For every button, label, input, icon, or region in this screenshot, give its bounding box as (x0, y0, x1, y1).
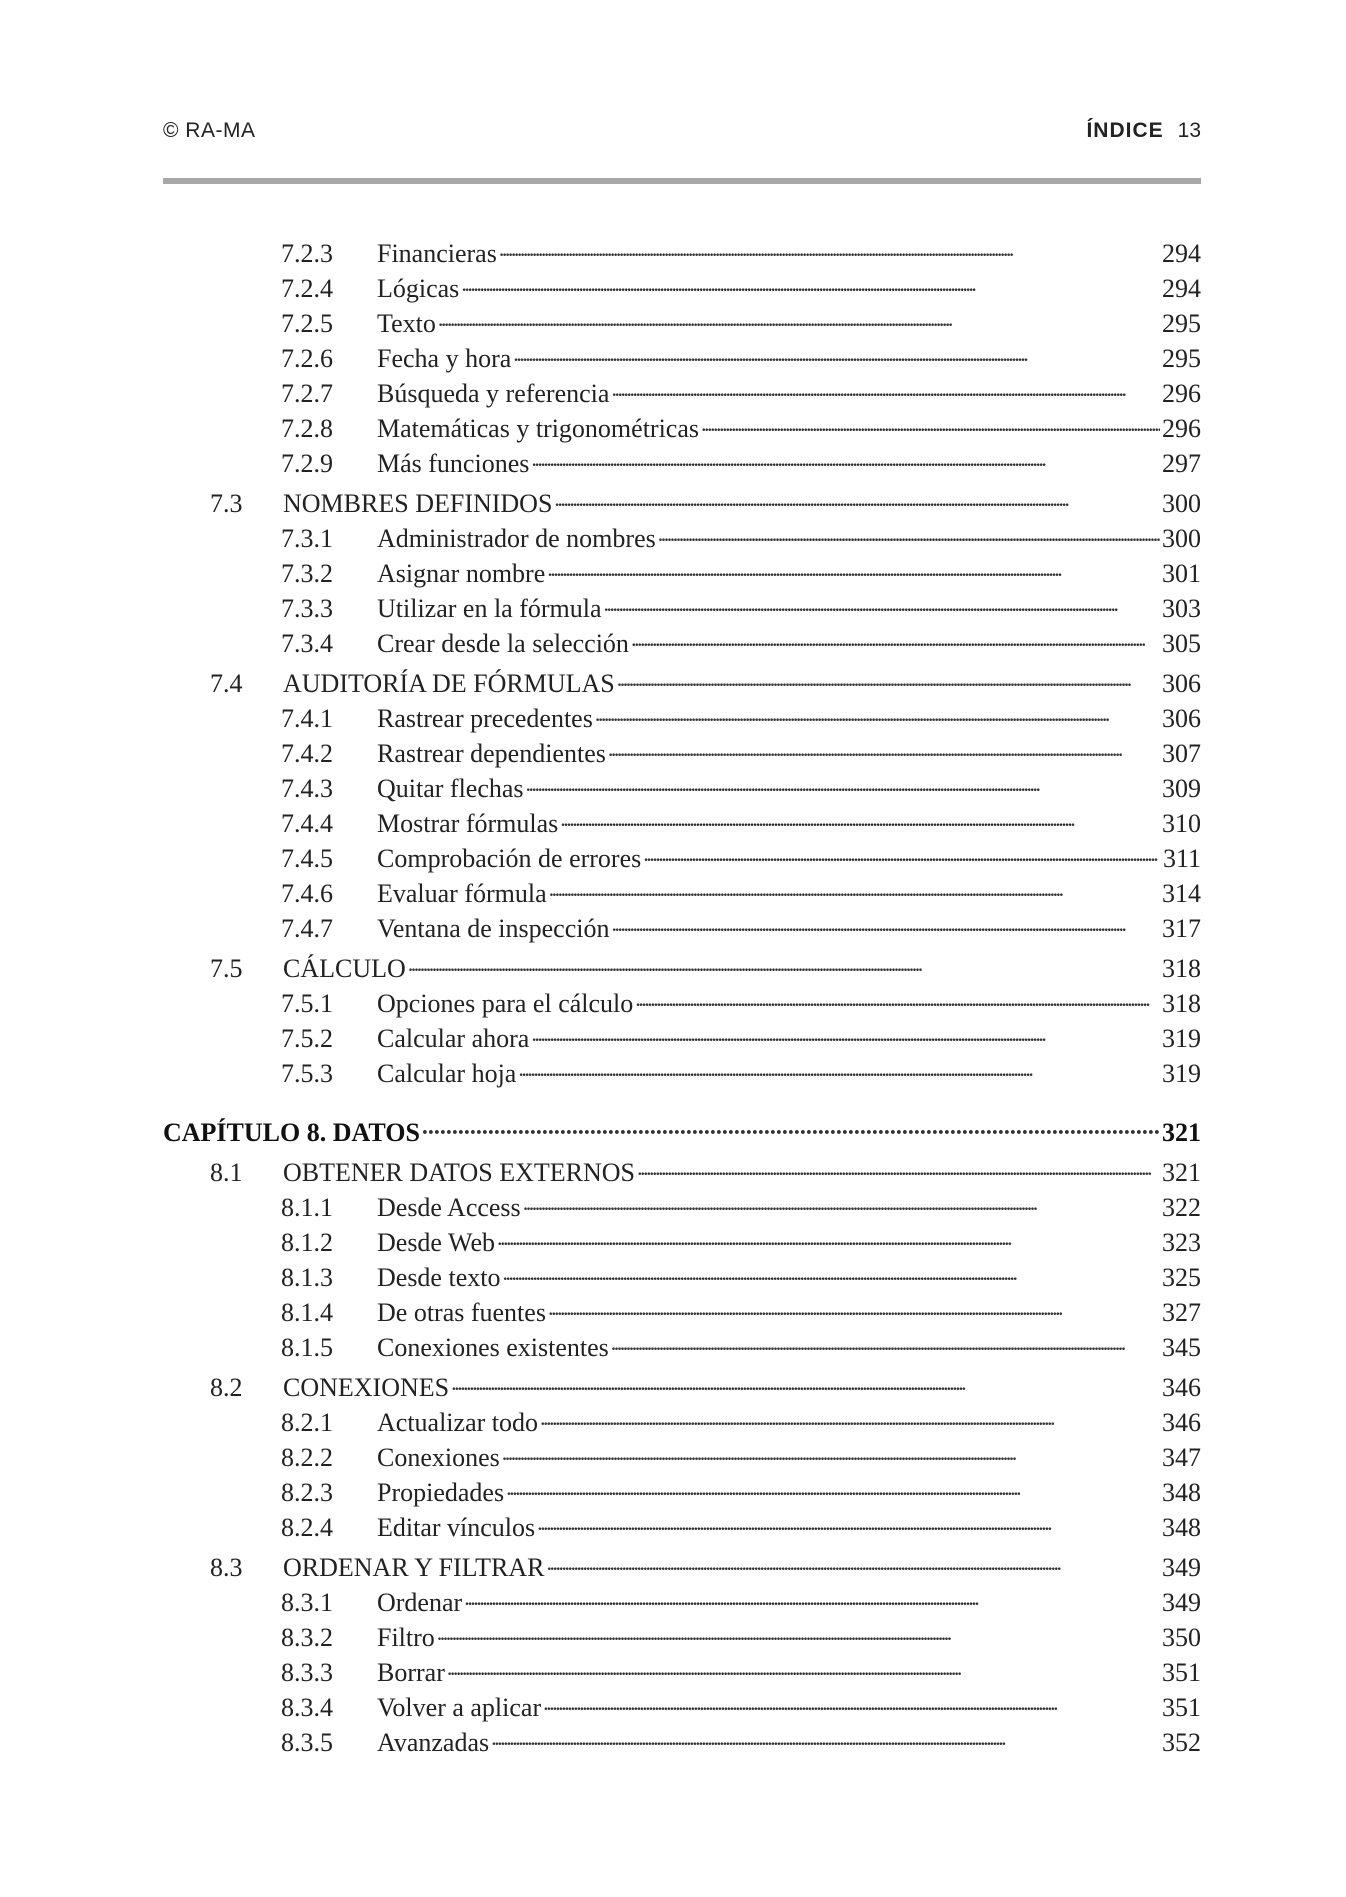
toc-entry-number: 7.4.5 (281, 844, 333, 873)
toc-entry-title: Utilizar en la fórmula (377, 594, 602, 623)
toc-entry-page: 352 (1162, 1728, 1201, 1757)
toc-subsection-entry (163, 1293, 1201, 1328)
toc-entry-number: 8.2.1 (281, 1408, 333, 1437)
dot-leader (499, 234, 1160, 262)
toc-entry-title: Asignar nombre (377, 559, 546, 588)
toc-entry-number: 8.1.5 (281, 1333, 333, 1362)
toc-entry-page: 348 (1162, 1478, 1201, 1507)
toc-entry-title: Calcular hoja (377, 1059, 517, 1088)
toc-entry-page: 303 (1162, 594, 1201, 623)
toc-entry-number: 7.5.1 (281, 989, 333, 1018)
dot-leader (451, 1368, 1160, 1396)
toc-subsection-entry (163, 1583, 1201, 1618)
toc-subsection-entry (163, 589, 1201, 624)
toc-entry-page: 345 (1162, 1333, 1201, 1362)
dot-leader (617, 664, 1160, 692)
toc-subsection-entry (163, 769, 1201, 804)
toc-subsection-entry (163, 1438, 1201, 1473)
dot-leader (560, 804, 1160, 832)
dot-leader (502, 1438, 1160, 1466)
toc-section-entry (163, 484, 1201, 519)
dot-leader (643, 839, 1161, 867)
toc-entry-number: 8.3.3 (281, 1658, 333, 1687)
toc-entry-title: Comprobación de errores (377, 844, 642, 873)
copyright-label: © RA-MA (163, 119, 256, 142)
toc-subsection-entry (163, 909, 1201, 944)
toc-entry-title: Mostrar fórmulas (377, 809, 559, 838)
toc-entry-title: Ordenar (377, 1588, 463, 1617)
dot-leader (595, 699, 1160, 727)
toc-entry-page: 350 (1162, 1623, 1201, 1652)
toc-entry-title: Rastrear dependientes (377, 739, 606, 768)
toc-entry-page: 307 (1162, 739, 1201, 768)
toc-entry-number: 7.4.2 (281, 739, 333, 768)
toc-entry-title: Matemáticas y trigonométricas (377, 414, 700, 443)
toc-entry-page: 318 (1162, 954, 1201, 983)
toc-entry-number: 7.2.6 (281, 344, 333, 373)
toc-entry-title: Volver a aplicar (377, 1693, 542, 1722)
toc-entry-page: 349 (1162, 1553, 1201, 1582)
toc-entry-number: 7.4.3 (281, 774, 333, 803)
toc-entry-title: Evaluar fórmula (377, 879, 547, 908)
toc-entry-page: 294 (1162, 239, 1201, 268)
toc-entry-title: Desde Access (377, 1193, 521, 1222)
toc-entry-number: 8.3.2 (281, 1623, 333, 1652)
toc-subsection-entry (163, 1723, 1201, 1758)
toc-entry-number: 8.3 (210, 1553, 243, 1582)
header-rule (163, 178, 1201, 184)
toc-subsection-entry (163, 1508, 1201, 1543)
toc-entry-number: 7.2.8 (281, 414, 333, 443)
toc-entry-title: OBTENER DATOS EXTERNOS (283, 1158, 635, 1187)
dot-leader (464, 1583, 1160, 1611)
toc-subsection-entry (163, 699, 1201, 734)
toc-entry-page: 296 (1162, 379, 1201, 408)
toc-entry-title: Opciones para el cálculo (377, 989, 634, 1018)
toc-entry-page: 347 (1162, 1443, 1201, 1472)
toc-section-entry (163, 1368, 1201, 1403)
toc-entry-page: 306 (1162, 669, 1201, 698)
toc-entry-number: 8.1 (210, 1158, 243, 1187)
toc-entry-title: Más funciones (377, 449, 530, 478)
toc-entry-page: 300 (1162, 524, 1201, 553)
toc-entry-number: 7.4.4 (281, 809, 333, 838)
toc-subsection-entry (163, 1688, 1201, 1723)
toc-entry-number: 8.3.5 (281, 1728, 333, 1757)
toc-subsection-entry (163, 804, 1201, 839)
dot-leader (438, 304, 1160, 332)
toc-section-entry (163, 1548, 1201, 1583)
toc-entry-number: 7.2.4 (281, 274, 333, 303)
toc-entry-title: CONEXIONES (283, 1373, 450, 1402)
toc-entry-number: 8.2.2 (281, 1443, 333, 1472)
toc-subsection-entry (163, 1328, 1201, 1363)
toc-subsection-entry (163, 984, 1201, 1019)
toc-entry-title: Administrador de nombres (377, 524, 656, 553)
toc-entry-page: 319 (1162, 1024, 1201, 1053)
toc-entry-number: 7.5 (210, 954, 243, 983)
toc-entry-page: 321 (1162, 1118, 1201, 1147)
dot-leader (549, 874, 1160, 902)
toc-entry-page: 295 (1162, 309, 1201, 338)
toc-entry-page: 317 (1162, 914, 1201, 943)
toc-entry-number: 7.5.3 (281, 1059, 333, 1088)
toc-subsection-entry (163, 874, 1201, 909)
toc-subsection-entry (163, 624, 1201, 659)
toc-entry-number: 8.3.4 (281, 1693, 333, 1722)
toc-entry-title: Búsqueda y referencia (377, 379, 610, 408)
toc-entry-page: 311 (1162, 844, 1201, 873)
toc-entry-title: Conexiones existentes (377, 1333, 609, 1362)
dot-leader (523, 1188, 1160, 1216)
page-number: 13 (1177, 119, 1201, 142)
toc-entry-title: Lógicas (377, 274, 460, 303)
toc-subsection-entry (163, 409, 1201, 444)
dot-leader (658, 519, 1160, 547)
dot-leader (701, 409, 1160, 437)
dot-leader (437, 1618, 1160, 1646)
dot-leader (543, 1688, 1160, 1716)
dot-leader (513, 339, 1160, 367)
toc-subsection-entry (163, 374, 1201, 409)
toc-subsection-entry (163, 519, 1201, 554)
toc-entry-title: Borrar (377, 1658, 445, 1687)
toc-subsection-entry (163, 339, 1201, 374)
dot-leader (540, 1403, 1160, 1431)
toc-entry-title: Desde Web (377, 1228, 496, 1257)
toc-entry-number: 7.2.3 (281, 239, 333, 268)
toc-entry-title: Rastrear precedentes (377, 704, 593, 733)
toc-entry-page: 322 (1162, 1193, 1201, 1222)
toc-entry-page: 319 (1162, 1059, 1201, 1088)
table-of-contents (163, 234, 1201, 1758)
toc-entry-page: 314 (1162, 879, 1201, 908)
toc-entry-page: 346 (1162, 1408, 1201, 1437)
dot-leader (604, 589, 1160, 617)
toc-subsection-entry (163, 269, 1201, 304)
toc-entry-number: 7.4.7 (281, 914, 333, 943)
toc-entry-number: 8.2.3 (281, 1478, 333, 1507)
dot-leader (531, 1019, 1160, 1047)
toc-entry-title: CÁLCULO (283, 954, 406, 983)
dot-leader (526, 769, 1160, 797)
toc-entry-title: Avanzadas (377, 1728, 490, 1757)
toc-entry-number: 7.3.1 (281, 524, 333, 553)
toc-subsection-entry (163, 1618, 1201, 1653)
toc-section-entry (163, 664, 1201, 699)
toc-subsection-entry (163, 1258, 1201, 1293)
toc-chapter-entry (163, 1113, 1201, 1148)
toc-subsection-entry (163, 1403, 1201, 1438)
toc-entry-page: 321 (1162, 1158, 1201, 1187)
toc-entry-number: 8.1.3 (281, 1263, 333, 1292)
toc-entry-page: 297 (1162, 449, 1201, 478)
toc-subsection-entry (163, 1653, 1201, 1688)
toc-subsection-entry (163, 1188, 1201, 1223)
dot-leader (635, 984, 1160, 1012)
toc-entry-number: 8.2.4 (281, 1513, 333, 1542)
toc-entry-title: Propiedades (377, 1478, 505, 1507)
toc-entry-page: 301 (1162, 559, 1201, 588)
toc-subsection-entry (163, 304, 1201, 339)
toc-subsection-entry (163, 1473, 1201, 1508)
toc-entry-number: 8.2 (210, 1373, 243, 1402)
toc-entry-title: Actualizar todo (377, 1408, 538, 1437)
dot-leader (497, 1223, 1160, 1251)
toc-entry-page: 318 (1162, 989, 1201, 1018)
toc-entry-page: 351 (1162, 1693, 1201, 1722)
toc-entry-number: 7.5.2 (281, 1024, 333, 1053)
toc-entry-number: 7.2.9 (281, 449, 333, 478)
toc-entry-page: 346 (1162, 1373, 1201, 1402)
toc-entry-title: Texto (377, 309, 436, 338)
section-title: ÍNDICE (1086, 119, 1164, 142)
toc-entry-title: CAPÍTULO 8. DATOS (163, 1118, 420, 1147)
toc-entry-title: Conexiones (377, 1443, 500, 1472)
toc-subsection-entry (163, 1223, 1201, 1258)
dot-leader (631, 624, 1160, 652)
toc-entry-title: Financieras (377, 239, 497, 268)
toc-entry-number: 8.1.1 (281, 1193, 333, 1222)
toc-entry-title: Filtro (377, 1623, 435, 1652)
toc-entry-page: 295 (1162, 344, 1201, 373)
toc-entry-number: 8.1.2 (281, 1228, 333, 1257)
toc-subsection-entry (163, 234, 1201, 269)
toc-entry-title: Desde texto (377, 1263, 501, 1292)
toc-subsection-entry (163, 1019, 1201, 1054)
toc-entry-page: 323 (1162, 1228, 1201, 1257)
toc-entry-page: 300 (1162, 489, 1201, 518)
toc-entry-number: 7.3 (210, 489, 243, 518)
dot-leader (608, 734, 1160, 762)
toc-entry-number: 7.4.1 (281, 704, 333, 733)
dot-leader (547, 554, 1160, 582)
toc-entry-title: ORDENAR Y FILTRAR (283, 1553, 545, 1582)
toc-entry-number: 7.4 (210, 669, 243, 698)
header-right (1086, 119, 1201, 143)
toc-entry-title: Crear desde la selección (377, 629, 629, 658)
toc-entry-page: 309 (1162, 774, 1201, 803)
dot-leader (518, 1054, 1160, 1082)
dot-leader (506, 1473, 1160, 1501)
toc-entry-page: 310 (1162, 809, 1201, 838)
dot-leader (548, 1293, 1160, 1321)
toc-entry-title: NOMBRES DEFINIDOS (283, 489, 553, 518)
dot-leader (611, 909, 1160, 937)
dot-leader (408, 949, 1160, 977)
toc-entry-page: 294 (1162, 274, 1201, 303)
toc-entry-page: 348 (1162, 1513, 1201, 1542)
toc-entry-title: Editar vínculos (377, 1513, 536, 1542)
dot-leader (537, 1508, 1160, 1536)
toc-entry-page: 351 (1162, 1658, 1201, 1687)
dot-leader (461, 269, 1160, 297)
dot-leader (637, 1153, 1160, 1181)
toc-entry-number: 8.1.4 (281, 1298, 333, 1327)
toc-entry-number: 7.3.4 (281, 629, 333, 658)
toc-entry-title: De otras fuentes (377, 1298, 546, 1327)
toc-entry-page: 306 (1162, 704, 1201, 733)
dot-leader (611, 1328, 1160, 1356)
toc-entry-number: 7.2.5 (281, 309, 333, 338)
toc-entry-page: 325 (1162, 1263, 1201, 1292)
toc-entry-title: Fecha y hora (377, 344, 512, 373)
page-header (163, 117, 1201, 151)
toc-entry-title: Quitar flechas (377, 774, 524, 803)
dot-leader (546, 1548, 1160, 1576)
toc-section-entry (163, 949, 1201, 984)
toc-entry-number: 7.4.6 (281, 879, 333, 908)
dot-leader (422, 1113, 1160, 1141)
dot-leader (611, 374, 1160, 402)
toc-entry-number: 7.3.3 (281, 594, 333, 623)
toc-subsection-entry (163, 839, 1201, 874)
toc-entry-page: 305 (1162, 629, 1201, 658)
toc-entry-page: 349 (1162, 1588, 1201, 1617)
toc-section-entry (163, 1153, 1201, 1188)
dot-leader (554, 484, 1160, 512)
toc-entry-page: 296 (1162, 414, 1201, 443)
toc-entry-page: 327 (1162, 1298, 1201, 1327)
toc-entry-title: Ventana de inspección (377, 914, 610, 943)
dot-leader (502, 1258, 1160, 1286)
toc-entry-title: Calcular ahora (377, 1024, 530, 1053)
toc-entry-number: 7.3.2 (281, 559, 333, 588)
dot-leader (531, 444, 1160, 472)
toc-subsection-entry (163, 734, 1201, 769)
toc-entry-number: 7.2.7 (281, 379, 333, 408)
toc-entry-title: AUDITORÍA DE FÓRMULAS (283, 669, 615, 698)
toc-entry-number: 8.3.1 (281, 1588, 333, 1617)
toc-subsection-entry (163, 554, 1201, 589)
toc-subsection-entry (163, 1054, 1201, 1089)
toc-subsection-entry (163, 444, 1201, 479)
dot-leader (491, 1723, 1160, 1751)
dot-leader (447, 1653, 1160, 1681)
